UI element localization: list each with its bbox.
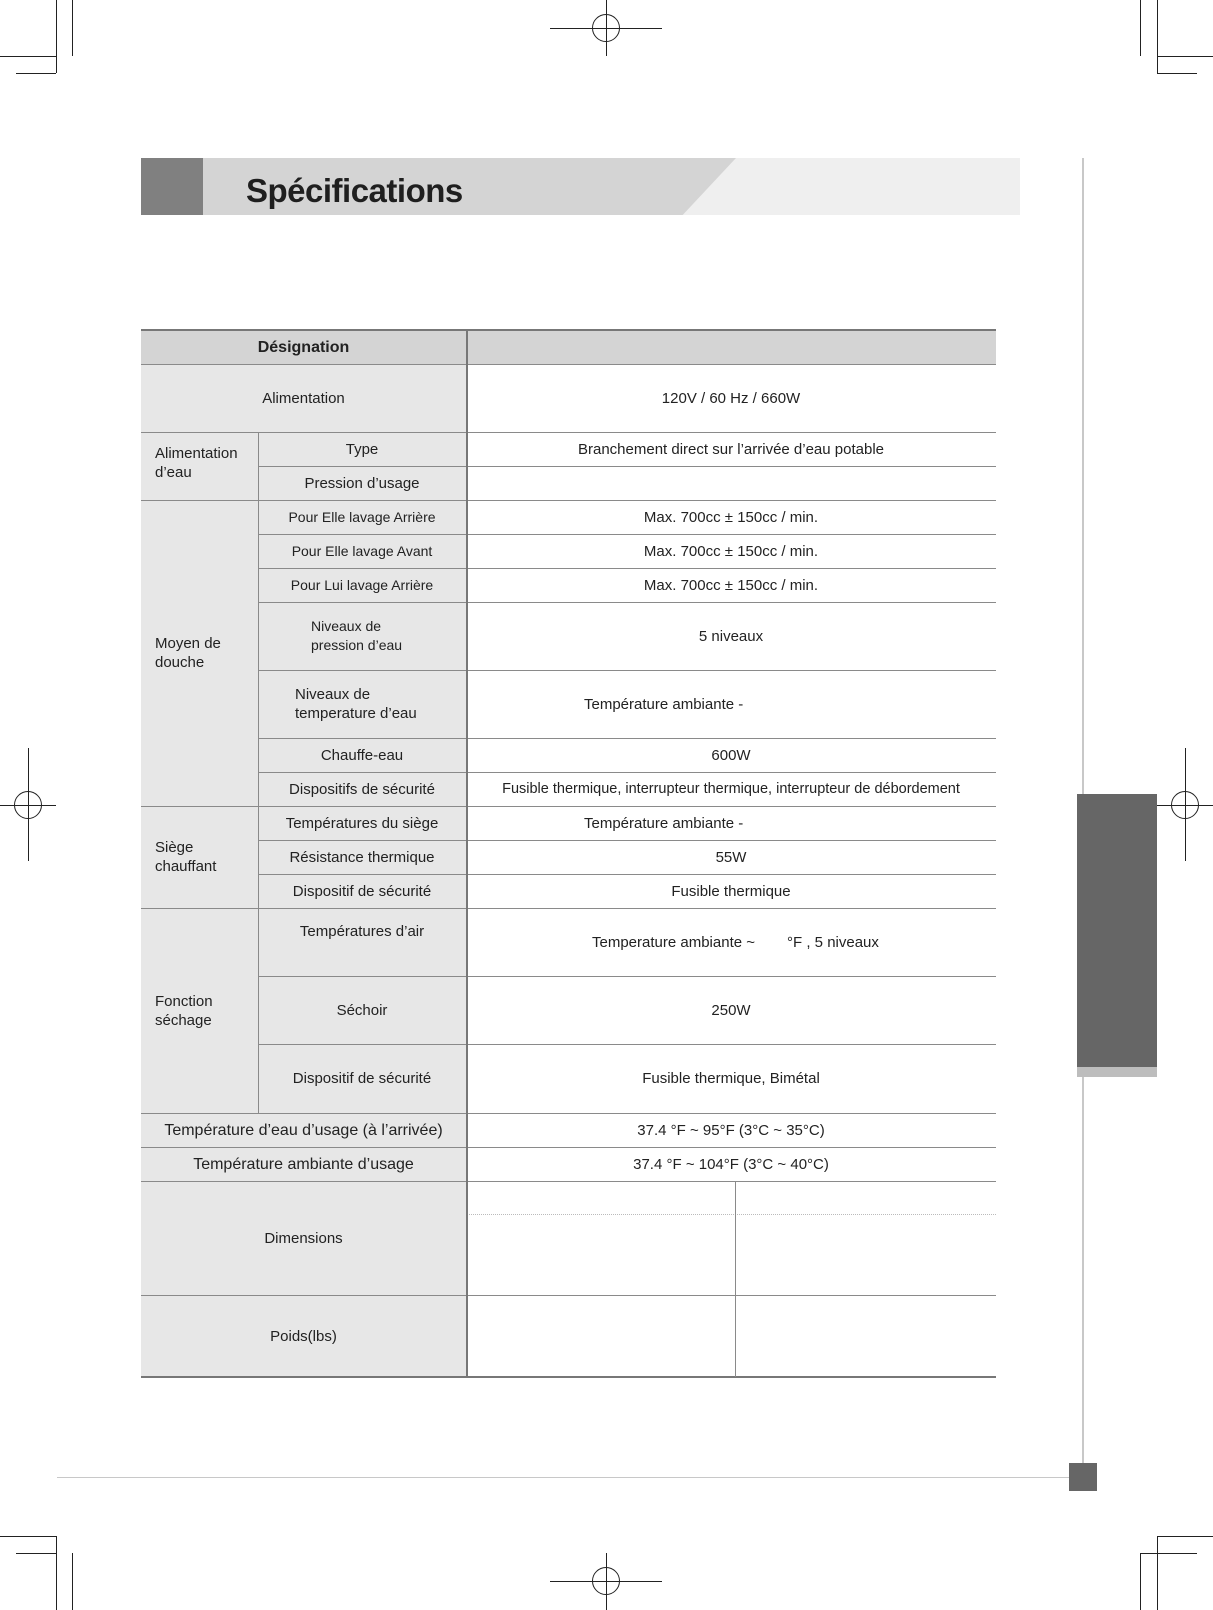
- value-pression: [466, 466, 996, 500]
- group-moyen-de-douche: [141, 500, 258, 806]
- header-value: [466, 330, 996, 364]
- header-accent-block: [141, 158, 203, 215]
- label-type: Type: [258, 432, 466, 466]
- value-alimentation: 120V / 60 Hz / 660W: [661, 389, 801, 407]
- group-fonction-sechage-label: Fonction séchage: [155, 992, 213, 1029]
- label-dispositifs-securite: Dispositifs de sécurité: [258, 772, 466, 806]
- footer-rule: [57, 1477, 1077, 1478]
- label-resistance-thermique: Résistance thermique: [258, 840, 466, 874]
- chapter-tab: [1077, 794, 1157, 1067]
- value-temp-eau: 37.4 °F ~ 95°F (3°C ~ 35°C): [637, 1121, 825, 1139]
- label-temperatures-air: Températures d’air: [258, 908, 466, 976]
- value-temperatures-air-a: Temperature ambiante ~: [592, 933, 756, 951]
- label-niveaux-pression: [258, 602, 466, 670]
- label-niveaux-pression-text: Niveaux de pression d’eau: [311, 618, 403, 653]
- value-elle-avant: Max. 700cc ± 150cc / min.: [643, 542, 819, 560]
- label-elle-avant: Pour Elle lavage Avant: [258, 534, 466, 568]
- value-chauffe-eau: 600W: [711, 746, 751, 764]
- group-fonction-sechage: [141, 908, 258, 1113]
- group-siege-chauffant-label: Siège chauffant: [155, 839, 217, 875]
- dimensions-dotted-rule: [466, 1214, 996, 1215]
- label-lui-arriere: Pour Lui lavage Arrière: [258, 568, 466, 602]
- value-temp-ambiante: 37.4 °F ~ 104°F (3°C ~ 40°C): [633, 1155, 829, 1173]
- value-resistance-thermique: 55W: [715, 848, 747, 866]
- group-siege-chauffant: [141, 806, 258, 908]
- label-poids: Poids(lbs): [141, 1295, 466, 1377]
- label-niveaux-temperature-text: Niveaux de temperature d’eau: [295, 686, 417, 722]
- value-sechoir: 250W: [711, 1001, 751, 1019]
- label-dispositif-securite-sechage: Dispositif de sécurité: [258, 1044, 466, 1113]
- chapter-tab-strip: [1077, 1067, 1157, 1077]
- value-dispositifs-securite: Fusible thermique, interrupteur thermique, interrupteur de débordement: [502, 780, 960, 797]
- label-dimensions: Dimensions: [141, 1181, 466, 1295]
- value-temperatures-siege: Température ambiante -: [584, 814, 744, 832]
- label-pression: Pression d’usage: [258, 466, 466, 500]
- value-temperatures-air: [466, 908, 996, 976]
- label-elle-arriere: Pour Elle lavage Arrière: [258, 500, 466, 534]
- group-alimentation-eau: Alimentation d’eau: [141, 432, 258, 500]
- label-alimentation: Alimentation: [141, 364, 466, 432]
- group-moyen-de-douche-label: Moyen de douche: [155, 635, 221, 671]
- label-chauffe-eau: Chauffe-eau: [258, 738, 466, 772]
- value-niveaux-pression: 5 niveaux: [698, 627, 764, 645]
- label-temp-eau: Température d’eau d’usage (à l’arrivée): [141, 1113, 466, 1147]
- page-title: Spécifications: [246, 172, 463, 209]
- header-designation: Désignation: [141, 330, 466, 364]
- value-dispositif-securite-siege: Fusible thermique: [671, 882, 791, 900]
- section-header: [141, 158, 1020, 215]
- label-temperatures-siege: Températures du siège: [258, 806, 466, 840]
- label-sechoir: Séchoir: [258, 976, 466, 1044]
- value-elle-arriere: Max. 700cc ± 150cc / min.: [643, 508, 819, 526]
- value-temperatures-air-b: °F , 5 niveaux: [787, 933, 879, 951]
- page-number-box: [1069, 1463, 1097, 1491]
- label-niveaux-temperature: [258, 670, 466, 738]
- value-type: Branchement direct sur l’arrivée d’eau potable: [578, 440, 884, 458]
- value-dispositif-securite-sechage: Fusible thermique, Bimétal: [642, 1070, 820, 1087]
- value-niveaux-temperature: Température ambiante -: [584, 695, 744, 713]
- label-dispositif-securite-siege: Dispositif de sécurité: [258, 874, 466, 908]
- value-lui-arriere: Max. 700cc ± 150cc / min.: [643, 576, 819, 594]
- label-temp-ambiante: Température ambiante d’usage: [141, 1147, 466, 1181]
